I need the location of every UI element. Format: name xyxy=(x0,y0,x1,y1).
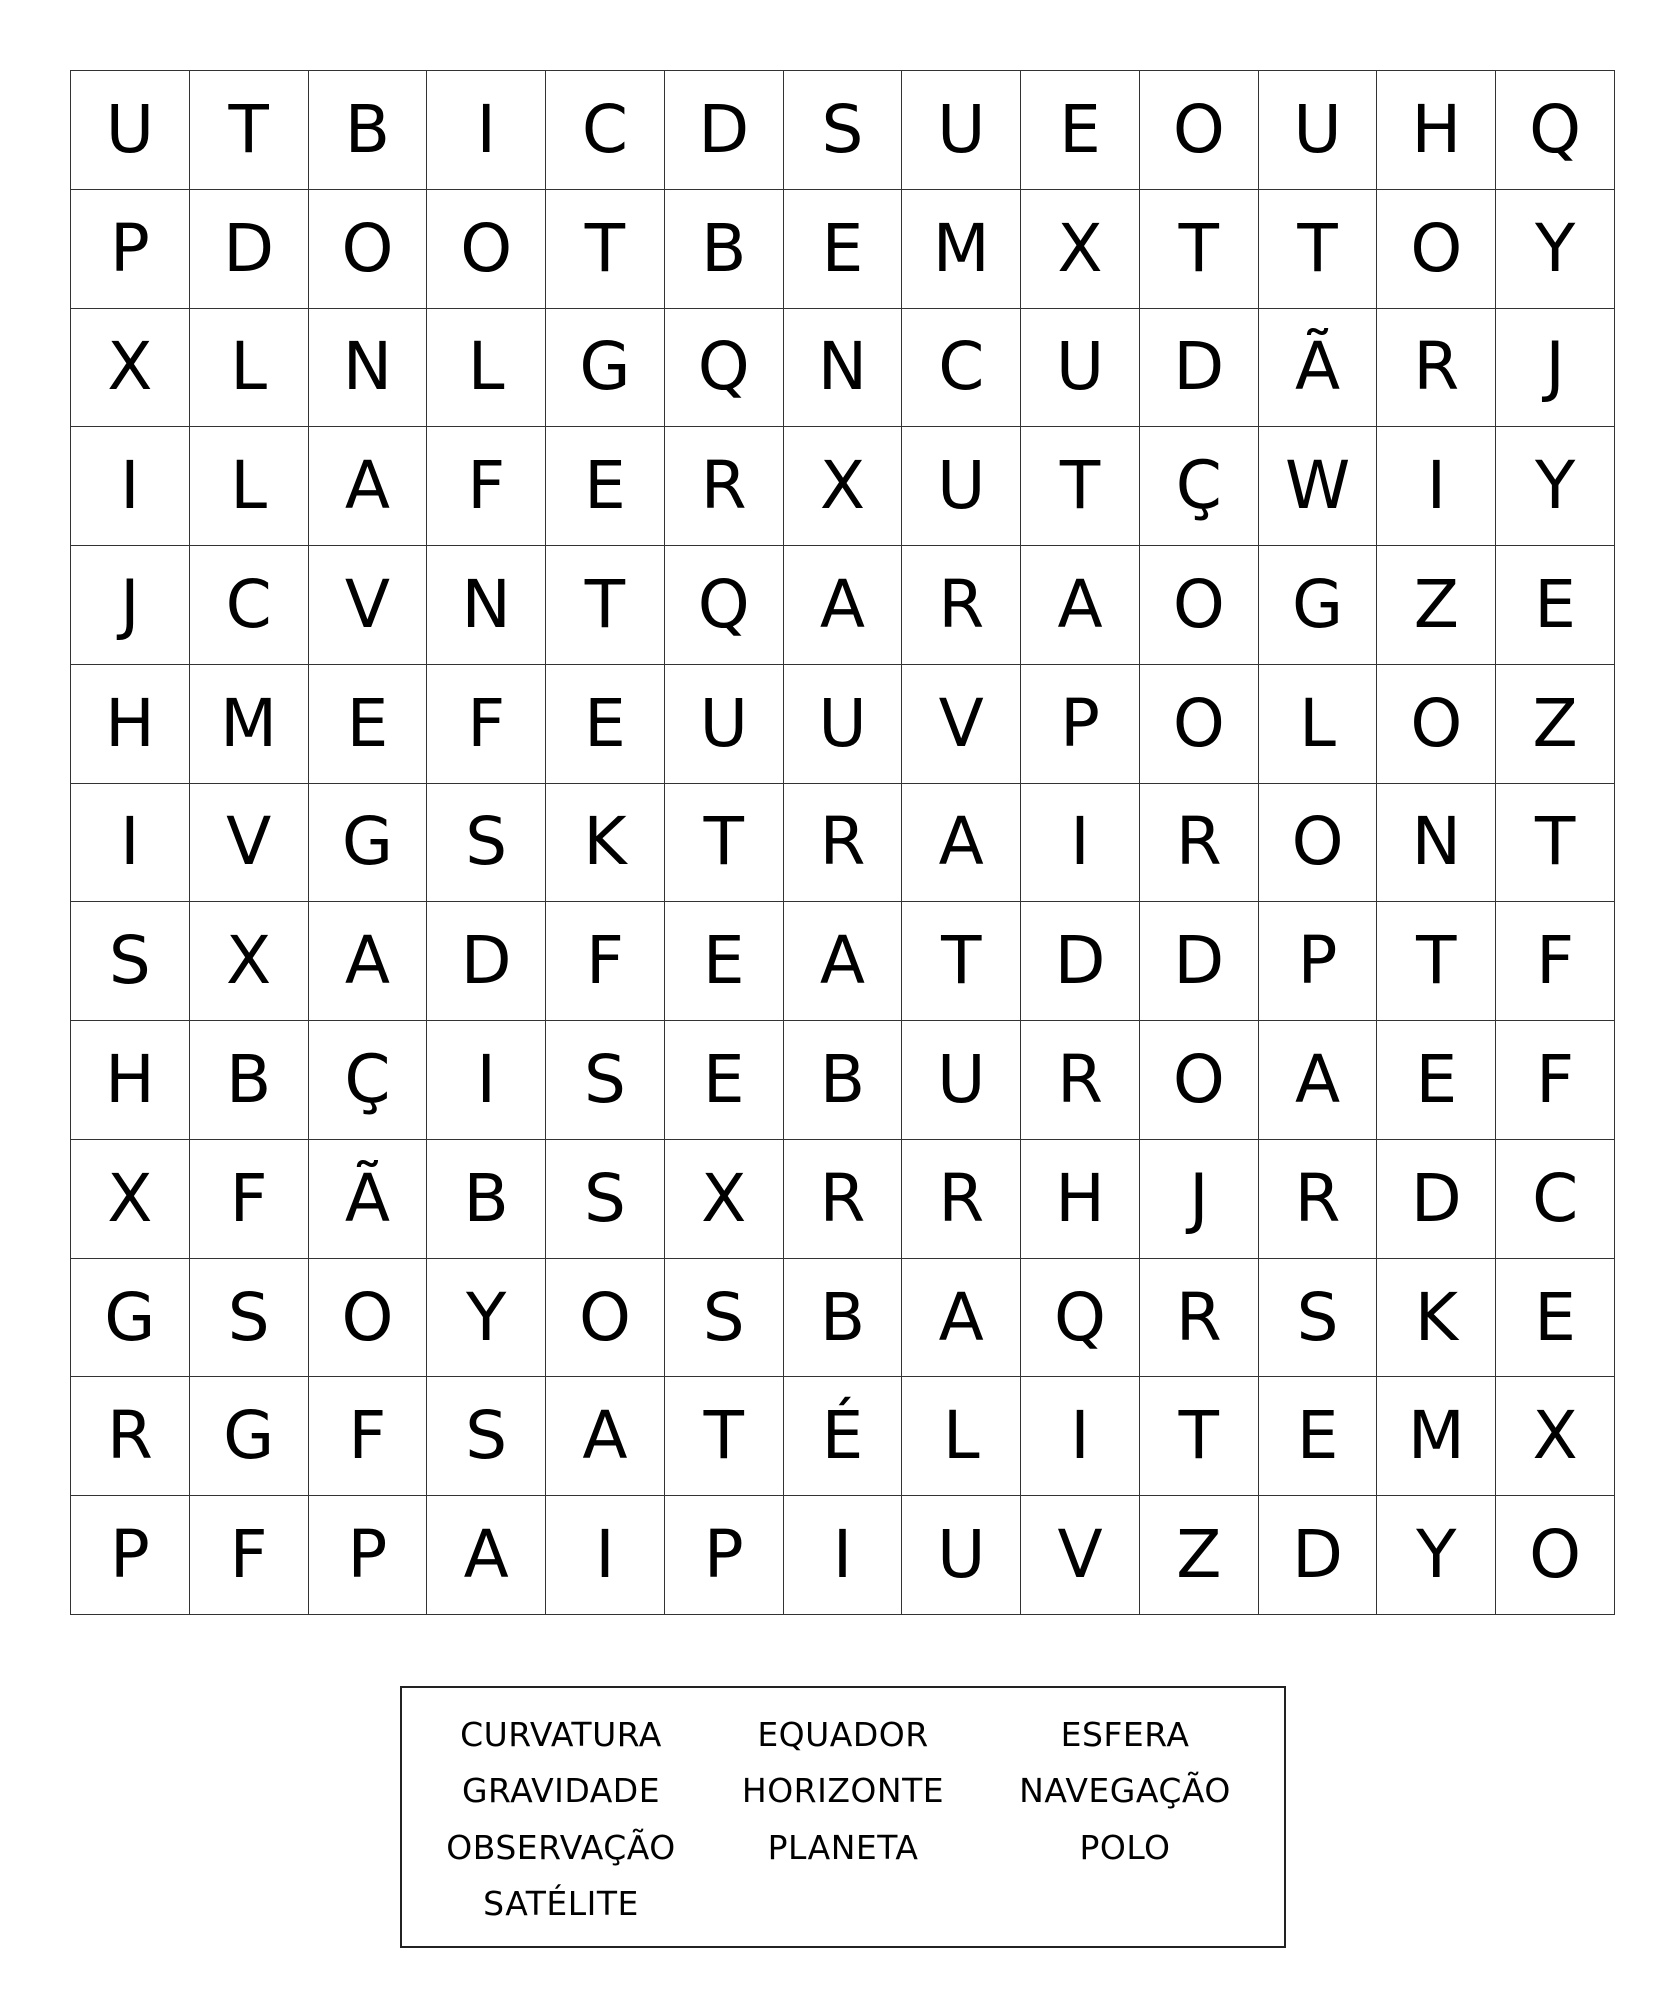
grid-cell[interactable]: D xyxy=(1259,1496,1378,1615)
grid-cell[interactable]: T xyxy=(665,1377,784,1496)
grid-cell[interactable]: O xyxy=(1140,71,1259,190)
grid-cell[interactable]: F xyxy=(1496,1021,1615,1140)
grid-cell[interactable]: I xyxy=(546,1496,665,1615)
grid-cell[interactable]: I xyxy=(1377,427,1496,546)
word-list-item: ESFERA xyxy=(1060,1714,1190,1754)
grid-cell[interactable]: D xyxy=(1140,902,1259,1021)
grid-cell[interactable]: O xyxy=(546,1259,665,1378)
grid-cell[interactable]: U xyxy=(1259,71,1378,190)
word-list-box xyxy=(400,1686,1286,1948)
grid-cell[interactable]: D xyxy=(665,71,784,190)
grid-cell[interactable]: O xyxy=(1377,665,1496,784)
word-list-item: GRAVIDADE xyxy=(461,1771,661,1811)
grid-cell[interactable]: I xyxy=(71,427,190,546)
grid-cell[interactable]: I xyxy=(427,71,546,190)
grid-cell[interactable]: N xyxy=(309,309,428,428)
grid-cell[interactable]: X xyxy=(1496,1377,1615,1496)
grid-cell[interactable]: J xyxy=(71,546,190,665)
grid-cell[interactable]: N xyxy=(784,309,903,428)
grid-cell[interactable]: U xyxy=(784,665,903,784)
grid-cell[interactable]: Ã xyxy=(1259,309,1378,428)
grid-cell[interactable]: G xyxy=(546,309,665,428)
grid-cell[interactable]: N xyxy=(427,546,546,665)
grid-cell[interactable]: T xyxy=(546,546,665,665)
word-list-item: CURVATURA xyxy=(460,1714,662,1754)
grid-cell[interactable]: H xyxy=(71,665,190,784)
grid-cell[interactable]: Ç xyxy=(1140,427,1259,546)
grid-cell[interactable]: Z xyxy=(1140,1496,1259,1615)
grid-cell[interactable]: T xyxy=(665,784,784,903)
grid-cell[interactable]: M xyxy=(190,665,309,784)
grid-cell[interactable]: V xyxy=(190,784,309,903)
grid-cell[interactable]: O xyxy=(1140,1021,1259,1140)
grid-cell[interactable]: B xyxy=(427,1140,546,1259)
grid-cell[interactable]: O xyxy=(427,190,546,309)
grid-cell[interactable]: X xyxy=(1021,190,1140,309)
grid-cell[interactable]: O xyxy=(1377,190,1496,309)
grid-cell[interactable]: T xyxy=(190,71,309,190)
grid-cell[interactable]: B xyxy=(309,71,428,190)
grid-cell[interactable]: T xyxy=(1259,190,1378,309)
grid-cell[interactable]: G xyxy=(190,1377,309,1496)
grid-cell[interactable]: V xyxy=(1021,1496,1140,1615)
grid-cell[interactable]: U xyxy=(902,427,1021,546)
grid-cell[interactable]: E xyxy=(1021,71,1140,190)
grid-cell[interactable]: O xyxy=(1496,1496,1615,1615)
grid-cell[interactable]: S xyxy=(1259,1259,1378,1378)
grid-cell[interactable]: Q xyxy=(1021,1259,1140,1378)
grid-cell[interactable]: U xyxy=(71,71,190,190)
grid-cell[interactable]: O xyxy=(1140,665,1259,784)
grid-cell[interactable]: A xyxy=(902,1259,1021,1378)
grid-cell[interactable]: M xyxy=(1377,1377,1496,1496)
grid-cell[interactable]: O xyxy=(309,1259,428,1378)
grid-cell[interactable]: I xyxy=(71,784,190,903)
grid-cell[interactable]: S xyxy=(784,71,903,190)
grid-cell[interactable]: P xyxy=(665,1496,784,1615)
grid-cell[interactable]: M xyxy=(902,190,1021,309)
grid-cell[interactable]: D xyxy=(427,902,546,1021)
grid-cell[interactable]: S xyxy=(71,902,190,1021)
grid-cell[interactable]: H xyxy=(71,1021,190,1140)
grid-cell[interactable]: R xyxy=(1140,784,1259,903)
word-list-item xyxy=(984,1876,1266,1933)
grid-cell[interactable]: W xyxy=(1259,427,1378,546)
grid-cell[interactable]: A xyxy=(546,1377,665,1496)
grid-cell[interactable]: B xyxy=(784,1021,903,1140)
grid-cell[interactable]: E xyxy=(546,665,665,784)
word-list-item: SATÉLITE xyxy=(483,1884,639,1924)
grid-cell[interactable]: R xyxy=(902,546,1021,665)
word-list-item xyxy=(702,1876,984,1933)
grid-cell[interactable]: R xyxy=(71,1377,190,1496)
grid-cell[interactable]: Q xyxy=(1496,71,1615,190)
grid-cell[interactable]: I xyxy=(1021,1377,1140,1496)
grid-cell[interactable]: O xyxy=(1140,546,1259,665)
grid-cell[interactable]: Q xyxy=(665,309,784,428)
grid-cell[interactable]: C xyxy=(1496,1140,1615,1259)
grid-cell[interactable]: T xyxy=(1140,190,1259,309)
grid-cell[interactable]: Y xyxy=(427,1259,546,1378)
grid-cell[interactable]: T xyxy=(1021,427,1140,546)
grid-cell[interactable]: A xyxy=(309,427,428,546)
grid-cell[interactable]: R xyxy=(784,1140,903,1259)
grid-cell[interactable]: S xyxy=(665,1259,784,1378)
grid-cell[interactable]: F xyxy=(427,427,546,546)
grid-cell[interactable]: J xyxy=(1140,1140,1259,1259)
grid-cell[interactable]: O xyxy=(309,190,428,309)
grid-cell[interactable]: P xyxy=(71,1496,190,1615)
grid-cell[interactable]: E xyxy=(1377,1021,1496,1140)
grid-cell[interactable]: E xyxy=(784,190,903,309)
grid-cell[interactable]: R xyxy=(1377,309,1496,428)
word-list-item: OBSERVAÇÃO xyxy=(446,1827,676,1867)
grid-cell[interactable]: L xyxy=(1259,665,1378,784)
grid-cell[interactable]: C xyxy=(902,309,1021,428)
grid-cell[interactable]: Z xyxy=(1377,546,1496,665)
grid-cell[interactable]: X xyxy=(665,1140,784,1259)
grid-cell[interactable]: K xyxy=(546,784,665,903)
grid-cell[interactable]: L xyxy=(190,309,309,428)
grid-cell[interactable]: T xyxy=(1377,902,1496,1021)
grid-cell[interactable]: T xyxy=(546,190,665,309)
grid-cell[interactable]: T xyxy=(902,902,1021,1021)
grid-cell[interactable]: X xyxy=(71,1140,190,1259)
grid-cell[interactable]: X xyxy=(784,427,903,546)
grid-cell[interactable]: L xyxy=(427,309,546,428)
word-list-item: EQUADOR xyxy=(757,1714,929,1754)
grid-cell[interactable]: I xyxy=(784,1496,903,1615)
grid-cell[interactable]: F xyxy=(1496,902,1615,1021)
grid-cell[interactable]: A xyxy=(784,546,903,665)
grid-cell[interactable]: F xyxy=(546,902,665,1021)
grid-cell[interactable]: B xyxy=(665,190,784,309)
grid-cell[interactable]: E xyxy=(1496,1259,1615,1378)
grid-cell[interactable]: Y xyxy=(1496,190,1615,309)
grid-cell[interactable]: R xyxy=(1140,1259,1259,1378)
word-list-item: HORIZONTE xyxy=(741,1771,945,1811)
grid-cell[interactable]: P xyxy=(1259,902,1378,1021)
grid-cell[interactable]: V xyxy=(902,665,1021,784)
grid-cell[interactable]: E xyxy=(665,902,784,1021)
word-search-grid xyxy=(70,70,1615,1615)
grid-cell[interactable]: Q xyxy=(665,546,784,665)
grid-cell[interactable]: A xyxy=(902,784,1021,903)
grid-cell[interactable]: I xyxy=(427,1021,546,1140)
grid-cell[interactable]: F xyxy=(309,1377,428,1496)
grid-cell[interactable]: E xyxy=(665,1021,784,1140)
word-list-item: NAVEGAÇÃO xyxy=(1019,1771,1231,1811)
grid-cell[interactable]: L xyxy=(190,427,309,546)
grid-cell[interactable]: J xyxy=(1496,309,1615,428)
grid-cell[interactable]: C xyxy=(546,71,665,190)
grid-cell[interactable]: G xyxy=(309,784,428,903)
grid-cell[interactable]: Ã xyxy=(309,1140,428,1259)
grid-cell[interactable]: X xyxy=(71,309,190,428)
grid-cell[interactable]: R xyxy=(784,784,903,903)
grid-cell[interactable]: R xyxy=(1259,1140,1378,1259)
grid-cell[interactable]: U xyxy=(1021,309,1140,428)
grid-cell[interactable]: P xyxy=(71,190,190,309)
grid-cell[interactable]: S xyxy=(546,1140,665,1259)
grid-cell[interactable]: G xyxy=(1259,546,1378,665)
grid-cell[interactable]: D xyxy=(1140,309,1259,428)
grid-cell[interactable]: F xyxy=(190,1496,309,1615)
grid-cell[interactable]: K xyxy=(1377,1259,1496,1378)
grid-cell[interactable]: R xyxy=(665,427,784,546)
grid-cell[interactable]: I xyxy=(1021,784,1140,903)
grid-cell[interactable]: O xyxy=(1259,784,1378,903)
grid-cell[interactable]: Ç xyxy=(309,1021,428,1140)
grid-cell[interactable]: B xyxy=(190,1021,309,1140)
grid-cell[interactable]: E xyxy=(309,665,428,784)
grid-cell[interactable]: C xyxy=(190,546,309,665)
grid-cell[interactable]: A xyxy=(1021,546,1140,665)
grid-cell[interactable]: R xyxy=(1021,1021,1140,1140)
grid-cell[interactable]: Y xyxy=(1496,427,1615,546)
grid-cell[interactable]: U xyxy=(902,1496,1021,1615)
grid-cell[interactable]: U xyxy=(902,71,1021,190)
grid-cell[interactable]: E xyxy=(546,427,665,546)
grid-cell[interactable]: D xyxy=(1377,1140,1496,1259)
grid-cell[interactable]: H xyxy=(1021,1140,1140,1259)
grid-cell[interactable]: P xyxy=(1021,665,1140,784)
grid-cell[interactable]: T xyxy=(1496,784,1615,903)
grid-cell[interactable]: E xyxy=(1259,1377,1378,1496)
grid-cell[interactable]: U xyxy=(902,1021,1021,1140)
grid-cell[interactable]: A xyxy=(1259,1021,1378,1140)
grid-cell[interactable]: F xyxy=(190,1140,309,1259)
grid-cell[interactable]: T xyxy=(1140,1377,1259,1496)
word-list-item: POLO xyxy=(1079,1827,1171,1867)
grid-cell[interactable]: S xyxy=(190,1259,309,1378)
grid-cell[interactable]: D xyxy=(1021,902,1140,1021)
grid-cell[interactable]: A xyxy=(784,902,903,1021)
grid-cell[interactable]: V xyxy=(309,546,428,665)
grid-cell[interactable]: A xyxy=(309,902,428,1021)
grid-cell[interactable]: E xyxy=(1496,546,1615,665)
grid-cell[interactable]: L xyxy=(902,1377,1021,1496)
grid-cell[interactable]: S xyxy=(546,1021,665,1140)
grid-cell[interactable]: G xyxy=(71,1259,190,1378)
grid-cell[interactable]: H xyxy=(1377,71,1496,190)
grid-cell[interactable]: A xyxy=(427,1496,546,1615)
grid-cell[interactable]: Z xyxy=(1496,665,1615,784)
grid-cell[interactable]: U xyxy=(665,665,784,784)
grid-cell[interactable]: Y xyxy=(1377,1496,1496,1615)
grid-cell[interactable]: S xyxy=(427,1377,546,1496)
grid-cell[interactable]: É xyxy=(784,1377,903,1496)
grid-cell[interactable]: F xyxy=(427,665,546,784)
word-list-item: PLANETA xyxy=(767,1827,919,1867)
grid-cell[interactable]: N xyxy=(1377,784,1496,903)
grid-cell[interactable]: B xyxy=(784,1259,903,1378)
grid-cell[interactable]: P xyxy=(309,1496,428,1615)
grid-cell[interactable]: X xyxy=(190,902,309,1021)
grid-cell[interactable]: D xyxy=(190,190,309,309)
grid-cell[interactable]: R xyxy=(902,1140,1021,1259)
grid-cell[interactable]: S xyxy=(427,784,546,903)
